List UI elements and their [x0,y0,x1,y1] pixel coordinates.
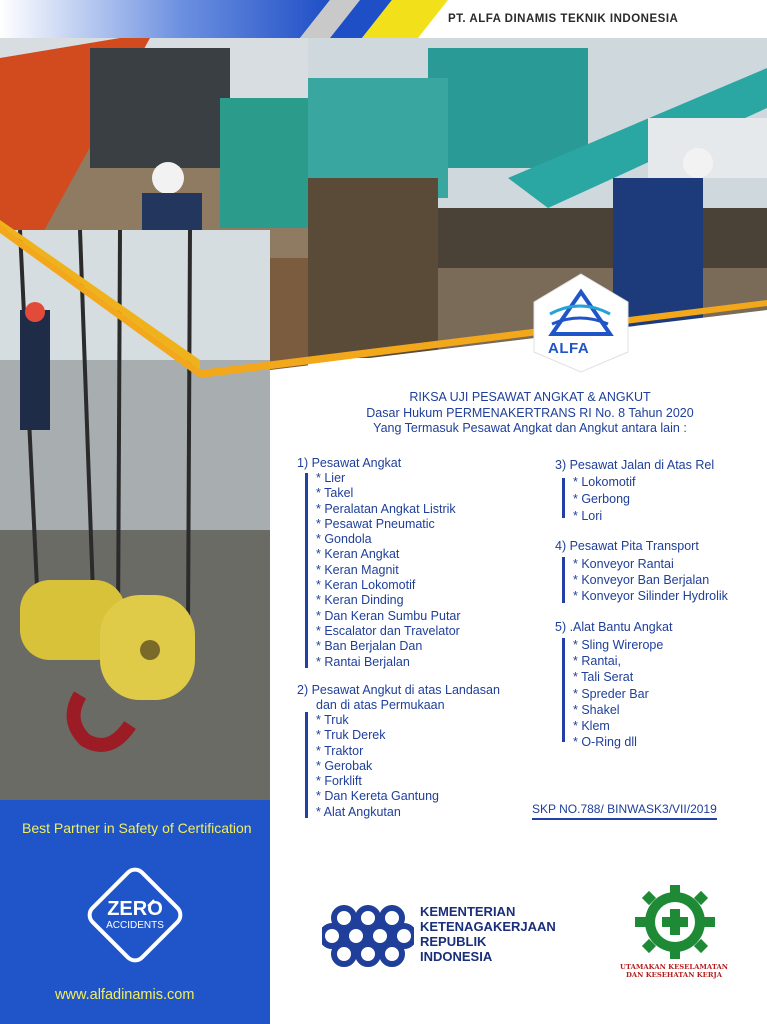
zero-accidents-badge [80,860,190,970]
k3-gear-icon [630,885,720,960]
title-line-3: Yang Termasuk Pesawat Angkat dan Angkut antara lain : [373,421,687,435]
list-item: * Forklift [316,774,362,789]
list-item: * Pesawat Pneumatic [316,516,435,531]
section-4-heading: 4) Pesawat Pita Transport [555,539,699,553]
list-item: * Konveyor Silinder Hydrolik [573,589,728,603]
alfa-logo [530,272,632,374]
list-item: * Spreder Bar [573,686,649,701]
list-item: * Peralatan Angkat Listrik [316,501,456,516]
list-item: * Shakel [573,702,620,717]
section-5-bar [562,638,565,742]
list-item: * Lokomotif [573,475,636,489]
list-item: * Gerbong [573,492,630,506]
badge-zero-text: ZERO [107,898,163,920]
section-3-bar [562,478,565,518]
skp-number: SKP NO.788/ BINWASK3/VII/2019 [532,802,717,820]
list-item: * Lier [316,471,346,485]
section-2-heading: 2) Pesawat Angkut di atas Landasan [297,683,500,697]
kemnaker-line-3: REPUBLIK [420,934,487,949]
company-name: PT. ALFA DINAMIS TEKNIK INDONESIA [448,13,679,25]
list-item: * Takel [316,486,354,501]
header-stripes [0,0,448,38]
list-item: * Gerobak [316,758,373,773]
list-item: * Keran Angkat [316,547,400,562]
badge-accidents-text: ACCIDENTS [106,920,164,931]
list-item: * Keran Lokomotif [316,578,416,593]
list-item: * Gondola [316,532,372,547]
list-item: * Konveyor Ban Berjalan [573,573,710,587]
list-item: * Escalator dan Travelator [316,623,460,638]
section-4-list [573,556,728,604]
list-item: * Konveyor Rantai [573,557,674,571]
kemnaker-line-2: KETENAGAKERJAAN [420,919,556,934]
kemnaker-text [420,904,556,964]
list-item: * Keran Magnit [316,562,399,577]
kemnaker-logo [322,898,414,970]
list-item: * Lori [573,509,603,523]
header-bar [0,0,767,38]
list-item: * Rantai Berjalan [316,654,410,669]
list-item: * Dan Keran Sumbu Putar [316,608,461,623]
section-2-heading-2: dan di atas Permukaan [316,698,445,712]
section-2-list [316,713,439,820]
list-item: * Rantai, [573,654,621,669]
website-link[interactable]: www.alfadinamis.com [55,987,195,1003]
kemnaker-line-1: KEMENTERIAN [420,904,516,919]
section-3-heading: 3) Pesawat Jalan di Atas Rel [555,458,715,472]
list-item: * Sling Wirerope [573,638,664,652]
section-5-heading: 5) .Alat Bantu Angkat [555,620,673,634]
section-1-heading: 1) Pesawat Angkat [297,456,402,470]
list-item: * Ban Berjalan Dan [316,639,423,654]
kemnaker-line-4: INDONESIA [420,949,493,964]
section-1-list [316,471,461,670]
list-item: * Keran Dinding [316,593,404,608]
title-block [300,390,760,437]
section-1-bar [305,473,308,668]
alfa-logo-icon [530,272,632,374]
k3-caption-2: DAN KESEHATAN KERJA [625,971,722,979]
k3-caption [614,963,734,979]
title-line-2: Dasar Hukum PERMENAKERTRANS RI No. 8 Tahun 2020 [366,405,694,420]
section-4-bar [562,557,565,603]
tagline: Best Partner in Safety of Certification [22,820,252,836]
list-item: * Alat Angkutan [316,804,401,819]
list-item: * Truk Derek [316,728,386,743]
list-item: * Klem [573,719,610,734]
section-5-list [573,637,663,750]
alfa-logo-text: ALFA [548,340,590,357]
kemnaker-logo-icon [322,898,414,970]
section-2-bar [305,712,308,818]
k3-logo [630,885,720,960]
title-line-1: RIKSA UJI PESAWAT ANGKAT & ANGKUT [409,390,651,404]
list-item: * Traktor [316,743,364,758]
list-item: * O-Ring dll [573,735,637,750]
list-item: * Truk [316,713,349,727]
list-item: * Dan Kereta Gantung [316,789,439,804]
list-item: * Tali Serat [573,670,634,685]
section-3-list [573,474,636,525]
k3-caption-1: UTAMAKAN KESELAMATAN [620,963,728,971]
